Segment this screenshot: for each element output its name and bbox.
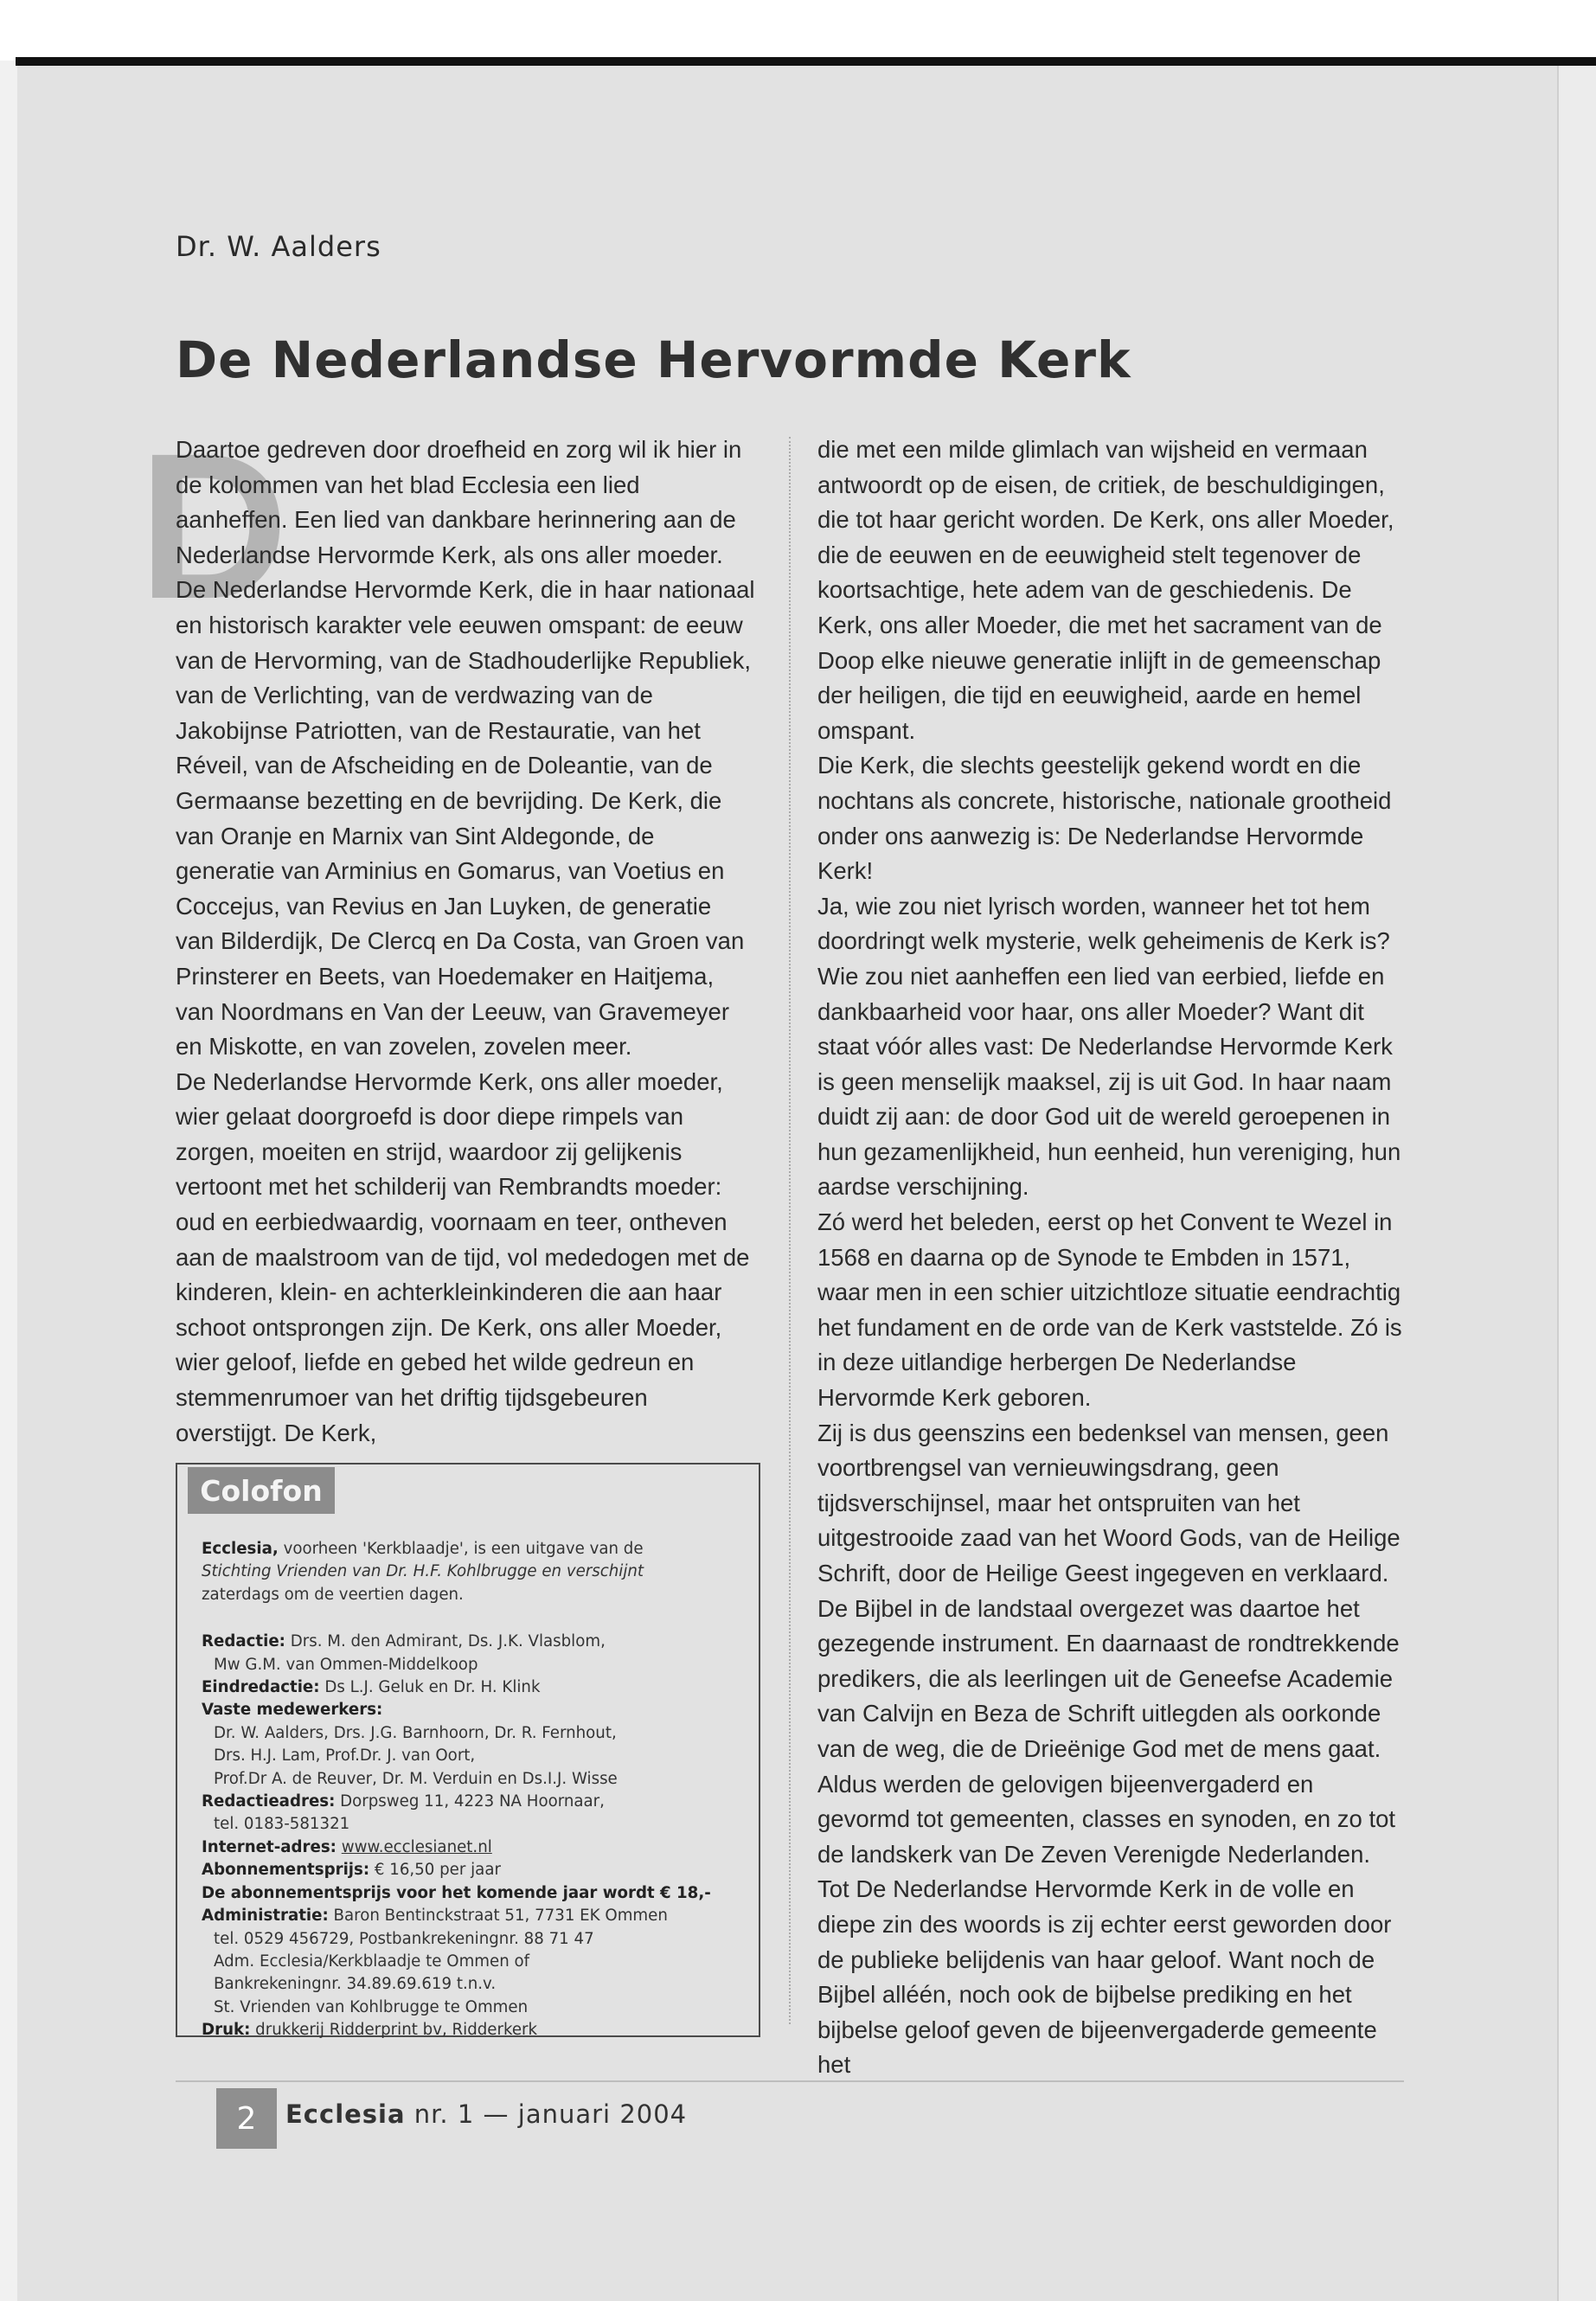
footer-issue [285,2099,687,2129]
paragraph: die met een milde glimlach van wijsheid en vermaan antwoordt op de eisen, de critiek, de beschuldigingen, die tot haar gericht worden. De Kerk, ons aller Moeder, die de eeuwen en de eeuwigheid stelt tegenover de koortsachtige, hete adem van de geschiedenis. De Kerk, ons aller Moeder, die met het sacrament van de Doop elke nieuwe generatie inlijft in de gemeenschap der heiligen, die tijd en eeuwigheid, aarde en hemel omspant. [817,436,1394,744]
article-column-right [817,433,1406,2083]
paragraph: Tot De Nederlandse Hervormde Kerk in de volle en diepe zin des woords is zij echter eerst geworden door de publieke belijdenis van haar geloof. Want noch de Bijbel alléén, noch ook de bijbelse prediking en het bijbelse geloof geven de bijeenvergaderde gemeente het [817,1875,1392,2079]
colofon-label: Redactieadres: [202,1792,336,1811]
colofon-heading: Colofon [188,1467,335,1514]
paragraph: Ja, wie zou niet lyrisch worden, wanneer het tot hem doordringt welk mysterie, welk geheimenis de Kerk is? Wie zou niet aanheffen een lied van eerbied, liefde en dankbaarheid voor haar, ons aller Moeder? Want dit staat vóór alles vast: De Nederlandse Hervormde Kerk is geen menselijk maaksel, zij is uit God. In haar naam duidt zij aan: de door God uit de wereld geroepenen in hun gezamenlijkheid, hun eenheid, hun vereniging, hun aardse verschijning. [817,892,1401,1201]
colofon-text: Dr. W. Aalders, Drs. J.G. Barnhoorn, Dr. R. Fernhout, [214,1723,617,1742]
colofon-text: tel. 0183-581321 [214,1815,350,1834]
drop-cap: D [138,410,289,642]
website-link[interactable]: www.ecclesianet.nl [341,1837,492,1856]
paragraph: De Nederlandse Hervormde Kerk, die in haar nationaal en historisch karakter vele eeuwen omspant: de eeuw van de Hervorming, van de Stadhouderlijke Republiek, van de Verlichting, van de verdwazing van de Jakobijnse Patriotten, van de Restauratie, van het Réveil, van de Afscheiding en de Doleantie, van de Germaanse bezetting en de bevrijding. De Kerk, die van Oranje en Marnix van Sint Aldegonde, de generatie van Arminius en Gomarus, van Voetius en Coccejus, van Revius en Jan Luyken, de generatie van Bilderdijk, De Clercq en Da Costa, van Groen van Prinsterer en Beets, van Hoedemaker en Haitjema, van Noordmans en Van der Leeuw, van Gravemeyer en Miskotte, en van zovelen, zovelen meer. [176,576,755,1061]
colofon-text: Drs. H.J. Lam, Prof.Dr. J. van Oort, [214,1747,476,1766]
footer-publication: Ecclesia [285,2099,406,2129]
colofon-text: Adm. Ecclesia/Kerkblaadje te Ommen of [214,1952,530,1971]
colofon-text: St. Vrienden van Kohlbrugge te Ommen [214,1997,529,2016]
colofon-text: Bankrekeningnr. 34.89.69.619 t.n.v. [214,1975,497,1994]
paragraph: Daartoe gedreven door droefheid en zorg wil ik hier in de kolommen van het blad Ecclesia een lied aanheffen. Een lied van dankbare herinnering aan de Nederlandse Hervormde Kerk, als ons aller moeder. [176,436,742,568]
colofon-text: tel. 0529 456729, Postbankrekeningnr. 88 71 47 [214,1929,594,1948]
colofon-text: Stichting Vrienden van Dr. H.F. Kohlbrugge en verschijnt [202,1562,644,1581]
colofon-label: Eindredactie: [202,1678,320,1697]
colofon-label: Druk: [202,2021,251,2040]
colofon-label: Ecclesia, [202,1540,279,1558]
paragraph: Die Kerk, die slechts geestelijk gekend wordt en die nochtans als concrete, historische, nationale grootheid onder ons aanwezig is: De Nederlandse Hervormde Kerk! [817,752,1392,885]
scan-top-margin [0,0,1596,61]
paragraph: Zij is dus geenszins een bedenksel van mensen, geen voortbrengsel van vernieuwingsdrang, geen tijdsverschijnsel, maar het ontspruiten van het uitgestrooide zaad van het Woord Gods, van de Heilige Schrift, door de Heilige Geest ingegeven en verklaard. De Bijbel in de landstaal overgezet was daartoe het gezegende instrument. En daarnaast de rondtrekkende predikers, die als leerlingen uit de Geneefse Academie van Calvijn en Beza de Schrift uitlegden als oorkonde van de weg, die de Drieënige God met de mens gaat. Aldus werden de gelovigen bijeenvergaderd en gevormd tot gemeenten, classes en synoden, en zo tot de landskerk van De Zeven Verenigde Nederlanden. [817,1419,1401,1868]
colofon-text: Ds L.J. Geluk en Dr. H. Klink [319,1678,541,1697]
footer-rule [176,2080,1404,2082]
colofon-text: Baron Bentinckstraat 51, 7731 EK Ommen [328,1907,668,1926]
paragraph: Zó werd het beleden, eerst op het Convent te Wezel in 1568 en daarna op de Synode te Embden in 1571, waar men in een schier uitzichtloze situatie eendrachtig het fundament en de orde van de Kerk vaststelde. Zó is in deze uitlandige herbergen De Nederlandse Hervormde Kerk geboren. [817,1208,1402,1412]
page-spine [1557,66,1596,2301]
article-author: Dr. W. Aalders [176,230,381,263]
colofon-text: drukkerij Ridderprint bv, Ridderkerk [250,2021,538,2040]
colofon-text: voorheen 'Kerkblaadje', is een uitgave van de [278,1540,644,1558]
colofon-text: Prof.Dr A. de Reuver, Dr. M. Verduin en Ds.I.J. Wisse [214,1769,618,1788]
colofon-label: Internet-adres: [202,1837,337,1856]
page-number: 2 [216,2088,277,2149]
scan-edge-rule [16,57,1596,66]
colofon-label: Administratie: [202,1907,329,1926]
footer-issue-text: nr. 1 — januari 2004 [405,2099,688,2129]
colofon-text: Mw G.M. van Ommen-Middelkoop [214,1655,478,1674]
paragraph: De Nederlandse Hervormde Kerk, ons aller moeder, wier gelaat doorgroefd is door diepe rimpels van zorgen, moeiten en strijd, waardoor zij gelijkenis vertoont met het schilderij van Rembrandts moeder: oud en eerbiedwaardig, voornaam en teer, ontheven aan de maalstroom van de tijd, vol mededogen met de kinderen, klein- en achterkleinkinderen die aan haar schoot ontsprongen zijn. De Kerk, ons aller Moeder, wier geloof, liefde en gebed het wilde gedreun en stemmenrumoer van het driftig tijdsgebeuren overstijgt. De Kerk, [176,1067,750,1446]
colofon-text: € 16,50 per jaar [369,1861,501,1880]
column-divider [789,437,791,2024]
colofon-note: De abonnementsprijs voor het komende jaar wordt € 18,- [202,1883,711,1902]
colofon-label: Vaste medewerkers: [202,1701,383,1720]
colofon-box [176,1463,760,2040]
colofon-body [202,1538,738,2042]
colofon-text: Dorpsweg 11, 4223 NA Hoornaar, [335,1792,605,1811]
article-column-left [176,433,755,1451]
colofon-label: Abonnementsprijs: [202,1861,370,1880]
colofon-text: zaterdags om de veertien dagen. [202,1585,464,1604]
colofon-text: Drs. M. den Admirant, Ds. J.K. Vlasblom, [285,1632,606,1651]
colofon-label: Redactie: [202,1632,285,1651]
article-title: De Nederlandse Hervormde Kerk [176,330,1131,389]
